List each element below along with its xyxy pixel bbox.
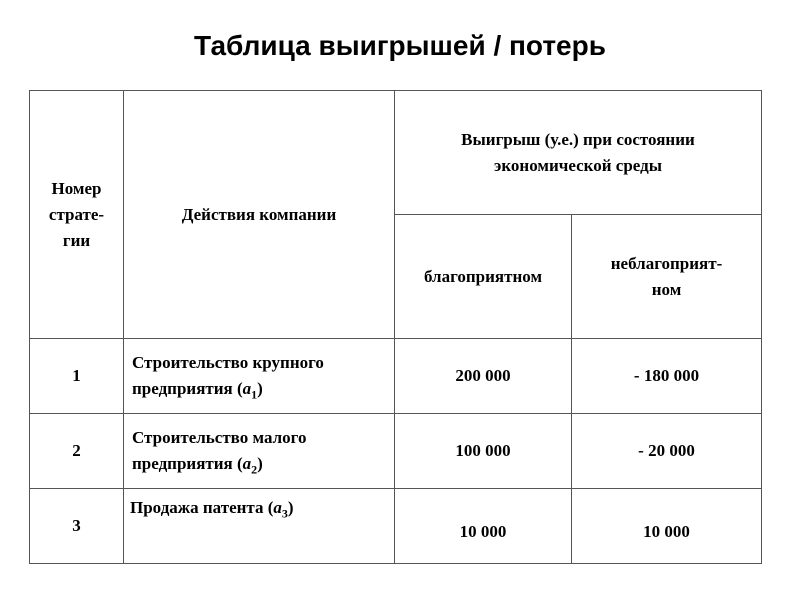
row-action-var: a xyxy=(242,379,252,398)
row-action-close: ) xyxy=(257,454,263,473)
row-action-var: a xyxy=(242,454,252,473)
row-favorable-value: 100 000 xyxy=(395,414,572,489)
row-number: 3 xyxy=(30,489,124,564)
row-action-var: a xyxy=(273,498,282,517)
header-strategy-number-line: гии xyxy=(62,230,91,250)
header-company-actions: Действия компании xyxy=(124,91,395,339)
row-action-sub: 2 xyxy=(251,462,258,477)
row-action-close: ) xyxy=(257,379,263,398)
row-number: 2 xyxy=(30,414,124,489)
row-number: 1 xyxy=(30,339,124,414)
table-row xyxy=(30,414,762,489)
header-unfavorable xyxy=(572,215,762,339)
header-unfavorable-line: ном xyxy=(651,279,682,299)
header-strategy-number-line: Номер xyxy=(51,178,102,198)
header-strategy-number-line: страте- xyxy=(48,204,105,224)
row-action-line: Строительство крупного xyxy=(132,353,324,372)
row-action-line: Строительство малого xyxy=(132,428,307,447)
page-title: Таблица выигрышей / потерь xyxy=(194,30,606,61)
table-row xyxy=(30,339,762,414)
row-favorable-value: 10 000 xyxy=(395,489,572,564)
row-action-sub: 1 xyxy=(251,387,258,402)
row-unfavorable-value: - 20 000 xyxy=(572,414,762,489)
row-action xyxy=(124,339,395,414)
header-strategy-number xyxy=(30,91,124,339)
header-payoff-group-line: Выигрыш (у.е.) при состоянии xyxy=(461,129,695,149)
row-unfavorable-value: - 180 000 xyxy=(572,339,762,414)
row-action-line: предприятия ( xyxy=(132,379,243,398)
table-row xyxy=(30,489,762,564)
row-action-line: предприятия ( xyxy=(132,454,243,473)
row-action xyxy=(124,489,395,564)
row-unfavorable-value: 10 000 xyxy=(572,489,762,564)
payoff-table xyxy=(29,90,762,564)
header-payoff-group xyxy=(395,91,762,215)
row-action xyxy=(124,414,395,489)
row-favorable-value: 200 000 xyxy=(395,339,572,414)
header-favorable: благоприятном xyxy=(395,215,572,339)
row-action-close: ) xyxy=(287,498,294,517)
row-action-line: Продажа патента ( xyxy=(130,498,274,517)
header-row-top xyxy=(30,91,762,215)
row-action-sub: 3 xyxy=(281,506,288,521)
header-payoff-group-line: экономической среды xyxy=(494,155,662,175)
header-unfavorable-line: неблагоприят- xyxy=(610,253,723,273)
